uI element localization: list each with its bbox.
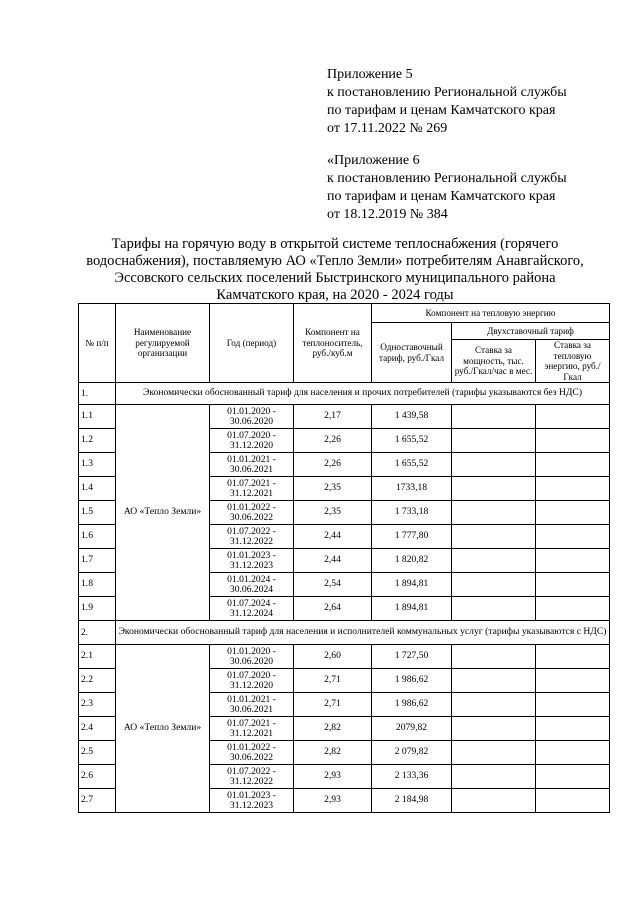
single-rate-cell: 1 894,81 [372,573,452,597]
energy-rate-cell [536,597,610,621]
row-number: 2.5 [79,741,116,765]
capacity-cell [452,429,536,453]
header-carrier: Компонент на теплоноситель, руб./куб.м [294,304,372,383]
single-rate-cell: 1 655,52 [372,429,452,453]
single-rate-cell: 1 655,52 [372,453,452,477]
period-cell: 01.07.2024 - 31.12.2024 [210,597,294,621]
capacity-cell [452,693,536,717]
energy-rate-cell [536,429,610,453]
appendix-line: Приложение 5 [327,67,413,82]
row-number: 2.1 [79,645,116,669]
table-row [79,645,610,669]
carrier-cell: 2,82 [294,741,372,765]
title-line: Эссовского сельских поселений Быстринского муниципального района [114,270,556,286]
carrier-cell: 2,82 [294,717,372,741]
row-number: 1.2 [79,429,116,453]
energy-rate-cell [536,525,610,549]
single-rate-cell: 1 986,62 [372,693,452,717]
energy-rate-cell [536,693,610,717]
appendix-line: по тарифам и ценам Камчатского края [327,189,556,204]
section-number: 1. [79,383,116,405]
title-line: Камчатского края, на 2020 - 2024 годы [216,287,454,303]
row-number: 1.1 [79,405,116,429]
section-row [79,621,610,645]
single-rate-cell: 1 727,50 [372,645,452,669]
carrier-cell: 2,54 [294,573,372,597]
period-cell: 01.01.2024 - 30.06.2024 [210,573,294,597]
header-org: Наименование регулируемой организации [116,304,210,383]
document-title [70,236,600,304]
carrier-cell: 2,44 [294,549,372,573]
single-rate-cell: 1 986,62 [372,669,452,693]
single-rate-cell: 2079,82 [372,717,452,741]
carrier-cell: 2,60 [294,645,372,669]
row-number: 1.7 [79,549,116,573]
capacity-cell [452,549,536,573]
appendix-header-current [327,66,627,138]
single-rate-cell: 2 133,36 [372,765,452,789]
single-rate-cell: 1 820,82 [372,549,452,573]
row-number: 1.8 [79,573,116,597]
organization-cell: АО «Тепло Земли» [116,645,210,813]
header-double: Двухставочный тариф [452,323,610,340]
header-energy: Компонент на тепловую энергию [372,304,610,323]
energy-rate-cell [536,789,610,813]
period-cell: 01.01.2023 - 31.12.2023 [210,789,294,813]
row-number: 2.7 [79,789,116,813]
table-body [79,383,610,813]
capacity-cell [452,453,536,477]
row-number: 1.6 [79,525,116,549]
period-cell: 01.01.2022 - 30.06.2022 [210,501,294,525]
appendix-line: по тарифам и ценам Камчатского края [327,103,556,118]
carrier-cell: 2,35 [294,477,372,501]
period-cell: 01.07.2021 - 31.12.2021 [210,717,294,741]
single-rate-cell: 2 079,82 [372,741,452,765]
period-cell: 01.07.2022 - 31.12.2022 [210,525,294,549]
appendix-line: «Приложение 6 [327,153,420,168]
capacity-cell [452,573,536,597]
carrier-cell: 2,64 [294,597,372,621]
carrier-cell: 2,93 [294,765,372,789]
energy-rate-cell [536,477,610,501]
capacity-cell [452,501,536,525]
row-number: 2.3 [79,693,116,717]
carrier-cell: 2,35 [294,501,372,525]
capacity-cell [452,741,536,765]
period-cell: 01.07.2020 - 31.12.2020 [210,669,294,693]
period-cell: 01.01.2020 - 30.06.2020 [210,645,294,669]
period-cell: 01.07.2021 - 31.12.2021 [210,477,294,501]
energy-rate-cell [536,549,610,573]
capacity-cell [452,405,536,429]
capacity-cell [452,525,536,549]
row-number: 1.5 [79,501,116,525]
row-number: 1.3 [79,453,116,477]
section-row [79,383,610,405]
carrier-cell: 2,26 [294,453,372,477]
row-number: 2.2 [79,669,116,693]
capacity-cell [452,765,536,789]
section-title: Экономически обоснованный тариф для населения и исполнителей коммунальных услуг (тарифы указываются с НДС) [116,621,610,645]
header-num: № п/п [79,304,116,383]
appendix-header-original [327,152,627,224]
header-capacity: Ставка за мощность, тыс. руб./Гкал/час в мес. [452,340,536,383]
capacity-cell [452,717,536,741]
carrier-cell: 2,17 [294,405,372,429]
single-rate-cell: 2 184,98 [372,789,452,813]
table-row [79,405,610,429]
tariff-table [78,303,610,813]
carrier-cell: 2,26 [294,429,372,453]
capacity-cell [452,477,536,501]
appendix-line: от 18.12.2019 № 384 [327,207,448,222]
period-cell: 01.01.2022 - 30.06.2022 [210,741,294,765]
appendix-line: к постановлению Региональной службы [327,171,567,186]
capacity-cell [452,645,536,669]
period-cell: 01.07.2022 - 31.12.2022 [210,765,294,789]
energy-rate-cell [536,717,610,741]
period-cell: 01.01.2023 - 31.12.2023 [210,549,294,573]
carrier-cell: 2,71 [294,669,372,693]
carrier-cell: 2,93 [294,789,372,813]
period-cell: 01.07.2020 - 31.12.2020 [210,429,294,453]
table-header [79,304,610,383]
energy-rate-cell [536,669,610,693]
single-rate-cell: 1 439,58 [372,405,452,429]
appendix-line: от 17.11.2022 № 269 [327,121,448,136]
title-line: водоснабжения), поставляемую АО «Тепло Земли» потребителям Анавгайского, [86,253,584,269]
capacity-cell [452,669,536,693]
single-rate-cell: 1 894,81 [372,597,452,621]
title-line: Тарифы на горячую воду в открытой системе теплоснабжения (горячего [111,236,559,252]
single-rate-cell: 1 733,18 [372,501,452,525]
energy-rate-cell [536,405,610,429]
carrier-cell: 2,44 [294,525,372,549]
energy-rate-cell [536,765,610,789]
period-cell: 01.01.2020 - 30.06.2020 [210,405,294,429]
period-cell: 01.01.2021 - 30.06.2021 [210,693,294,717]
appendix-line: к постановлению Региональной службы [327,85,567,100]
capacity-cell [452,597,536,621]
section-number: 2. [79,621,116,645]
single-rate-cell: 1 777,80 [372,525,452,549]
energy-rate-cell [536,741,610,765]
energy-rate-cell [536,501,610,525]
period-cell: 01.01.2021 - 30.06.2021 [210,453,294,477]
energy-rate-cell [536,645,610,669]
header-single: Одноставочный тариф, руб./Гкал [372,323,452,383]
single-rate-cell: 1733,18 [372,477,452,501]
energy-rate-cell [536,573,610,597]
row-number: 2.4 [79,717,116,741]
energy-rate-cell [536,453,610,477]
row-number: 1.4 [79,477,116,501]
row-number: 2.6 [79,765,116,789]
organization-cell: АО «Тепло Земли» [116,405,210,621]
row-number: 1.9 [79,597,116,621]
carrier-cell: 2,71 [294,693,372,717]
section-title: Экономически обоснованный тариф для населения и прочих потребителей (тарифы указываются без НДС) [116,383,610,405]
header-energy-rate: Ставка за тепловую энергию, руб./Гкал [536,340,610,383]
header-period: Год (период) [210,304,294,383]
capacity-cell [452,789,536,813]
